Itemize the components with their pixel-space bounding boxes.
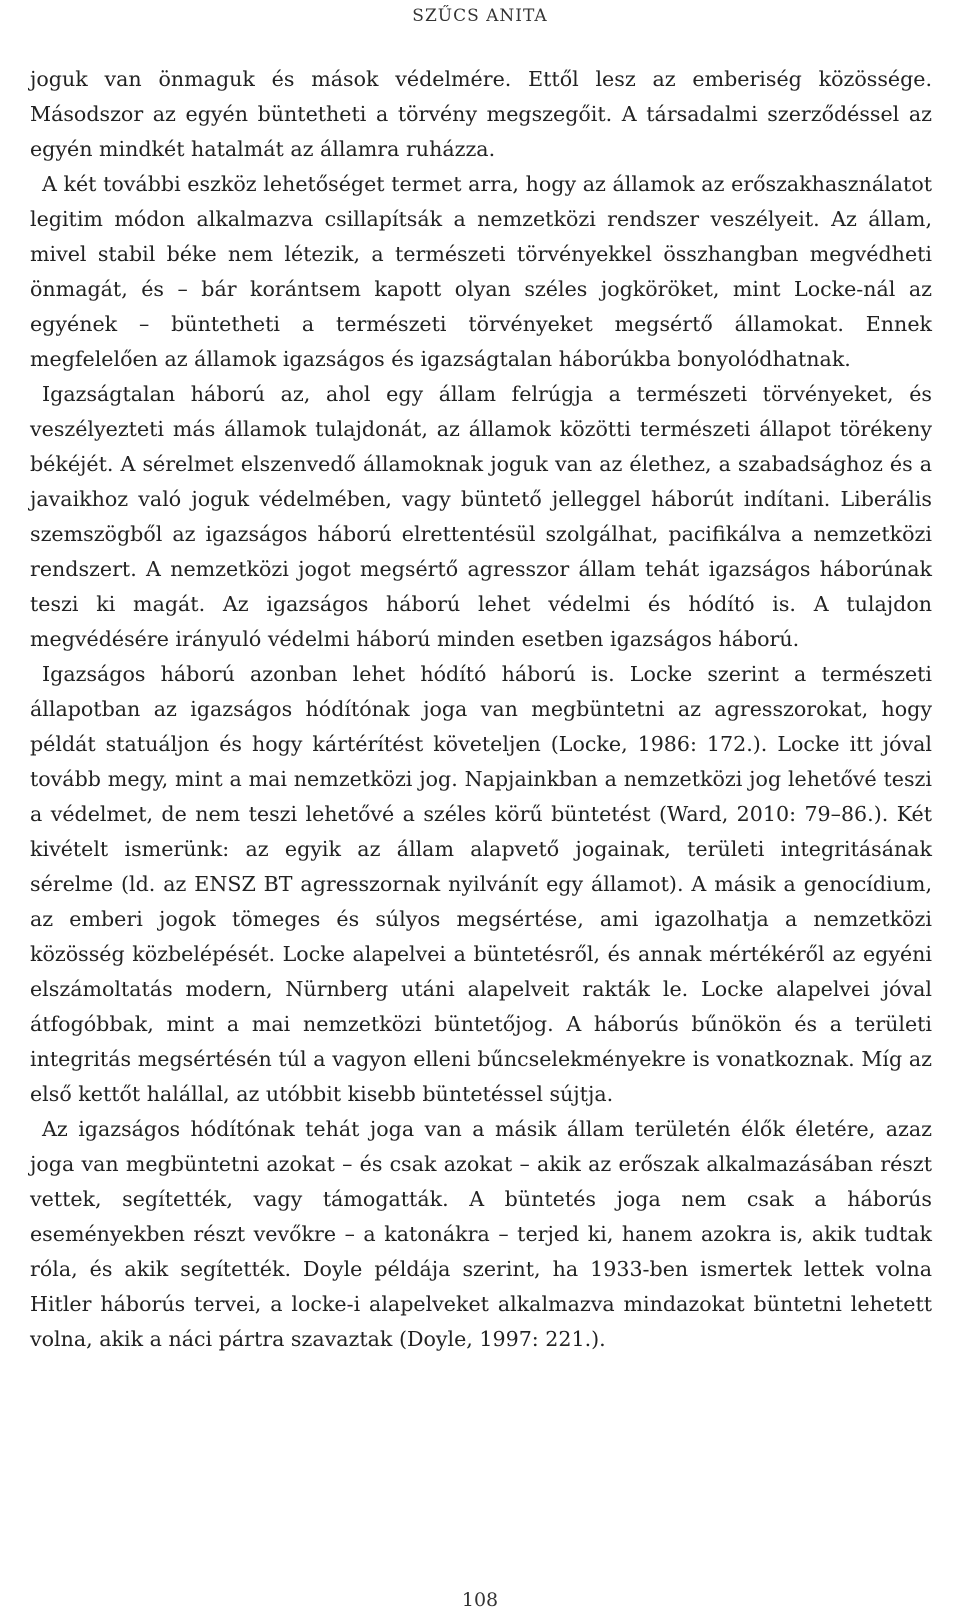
paragraph-3: Igazságtalan háború az, ahol egy állam felrúgja a természeti törvényeket, és veszélyezteti más államok tulajdonát, az államok közötti természeti állapot törékeny békéjét. A sérelmet elszenvedő államoknak joguk van az élethez, a szabadsághoz és a javaikhoz való joguk védelmében, vagy büntető jelleggel háborút indítani. Liberális szemszögből az igazságos háború elrettentésül szolgálhat, pacifikálva a nemzetközi rendszert. A nemzetközi jogot megsértő agresszor állam tehát igazságos háborúnak teszi ki magát. Az igazságos háború lehet védelmi és hódító is. A tulajdon megvédésére irányuló védelmi háború minden esetben igazságos háború. [30, 382, 932, 651]
paragraph-2: A két további eszköz lehetőséget termet arra, hogy az államok az erőszakhasználatot legitim módon alkalmazva csillapítsák a nemzetközi rendszer veszélyeit. Az állam, mivel stabil béke nem létezik, a természeti törvényekkel összhangban megvédheti önmagát, és – bár korántsem kapott olyan széles jogköröket, mint Locke-nál az egyének – büntetheti a természeti törvényeket megsértő államokat. Ennek megfelelően az államok igazságos és igazságtalan háborúkba bonyolódhatnak. [30, 172, 932, 371]
paragraph-1: joguk van önmaguk és mások védelmére. Ettől lesz az emberiség közössége. Másodszor az egyén büntetheti a törvény megszegőit. A társadalmi szerződéssel az egyén mindkét hatalmát az államra ruházza. [30, 67, 932, 161]
running-head: SZŰCS ANITA [412, 6, 548, 26]
page-number: 108 [461, 1589, 499, 1611]
paragraph-5: Az igazságos hódítónak tehát joga van a másik állam területén élők életére, azaz joga van megbüntetni azokat – és csak azokat – akik az erőszak alkalmazásában részt vettek, segítették, vagy támogatták. A büntetés joga nem csak a háborús eseményekben részt vevőkre – a katonákra – terjed ki, hanem azokra is, akik tudtak róla, és akik segítették. Doyle példája szerint, ha 1933-ben ismertek lettek volna Hitler háborús tervei, a locke-i alapelveket alkalmazva mindazokat büntetni lehetett volna, akik a náci pártra szavaztak (Doyle, 1997: 221.). [30, 1117, 932, 1351]
paragraph-4: Igazságos háború azonban lehet hódító háború is. Locke szerint a természeti állapotban az igazságos hódítónak joga van megbüntetni az agresszorokat, hogy példát statuáljon és hogy kártérítést követeljen (Locke, 1986: 172.). Locke itt jóval tovább megy, mint a mai nemzetközi jog. Napjainkban a nemzetközi jog lehetővé teszi a védelmet, de nem teszi lehetővé a széles körű büntetést (Ward, 2010: 79–86.). Két kivételt ismerünk: az egyik az állam alapvető jogainak, területi integritásának sérelme (ld. az ENSZ BT agresszornak nyilvánít egy államot). A másik a genocídium, az emberi jogok tömeges és súlyos megsértése, ami igazolhatja a nemzetközi közösség közbelépését. Locke alapelvei a büntetésről, és annak mértékéről az egyéni elszámoltatás modern, Nürnberg utáni alapelveit rakták le. Locke alapelvei jóval átfogóbbak, mint a mai nemzetközi büntetőjog. A háborús bűnökön és a területi integritás megsértésén túl a vagyon elleni bűncselekményekre is vonatkoznak. Míg az első kettőt halállal, az utóbbit kisebb büntetéssel sújtja. [30, 662, 932, 1106]
body-text [30, 62, 932, 1357]
